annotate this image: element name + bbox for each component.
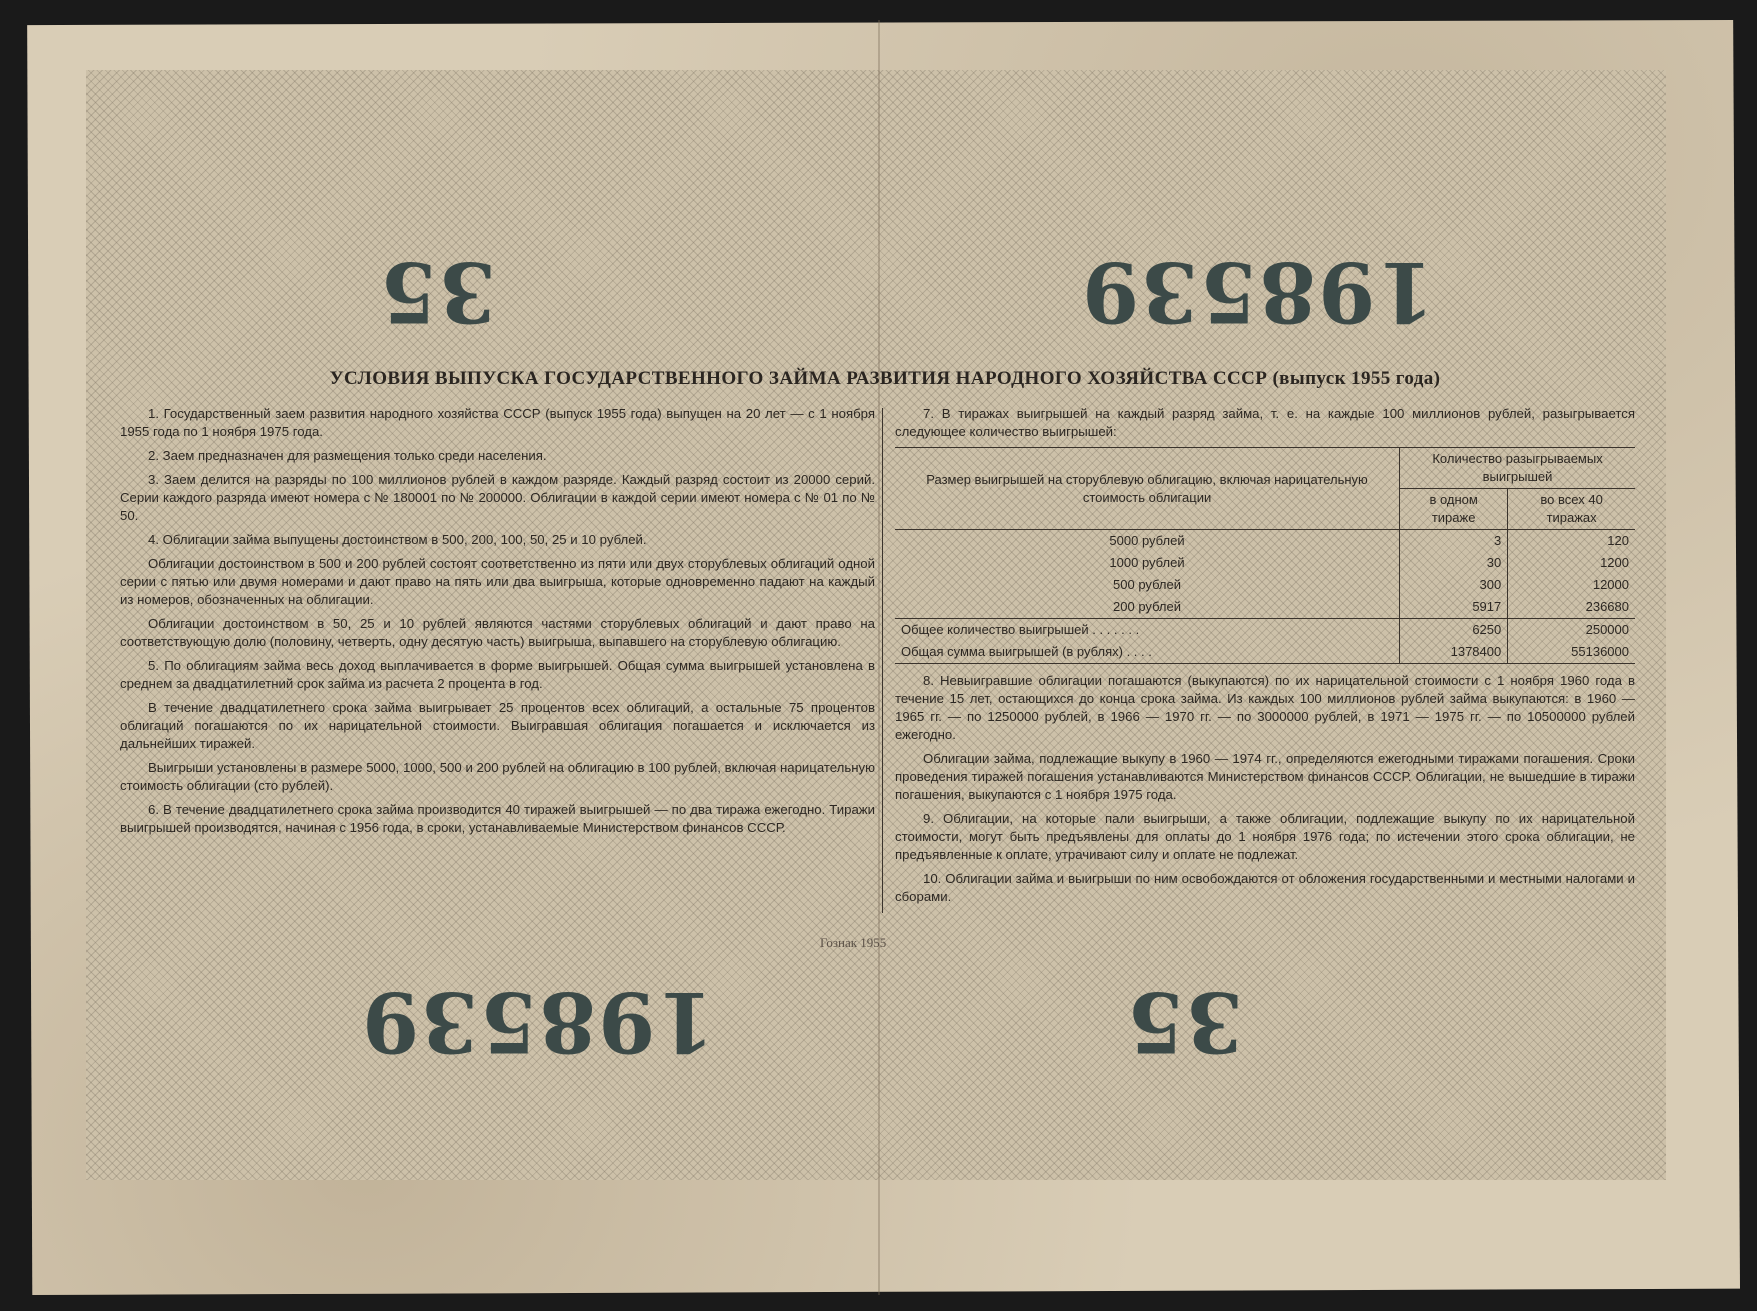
series-number-top-left: 35 [378,243,497,339]
fold-crease [878,20,880,1295]
total-one-draw: 1378400 [1400,641,1508,664]
prize-all-draws: 1200 [1600,555,1629,570]
prize-label: 1000 рублей [895,552,1400,574]
prize-one-draw: 300 [1400,574,1508,596]
total-label: Общее количество выигрышей . . . . . . . [895,619,1400,642]
prize-one-draw: 5917 [1400,596,1508,619]
condition-paragraph: 4. Облигации займа выпущены достоинством в 500, 200, 100, 50, 25 и 10 рублей. [148,532,647,547]
total-all-draws: 55136000 [1571,644,1629,659]
all-draws-header: во всех 40 тиражах [1540,492,1603,525]
condition-paragraph: Облигации достоинством в 500 и 200 рублей состоят соответственно из пяти или двух сторублевых облигаций одной серии с пятью или двумя номерами и дают право на пять или два выигрыша, которые одновременно падают на каждый из номеров, обозначенных на облигации. [120,556,875,607]
condition-paragraph: 5. По облигациям займа весь доход выплачивается в форме выигрышей. Общая сумма выигрышей установлена в среднем за двадцатилетний срок займа из расчета 2 процента в год. [120,658,875,691]
prize-one-draw: 3 [1400,530,1508,553]
condition-paragraph: 6. В течение двадцатилетнего срока займа производится 40 тиражей выигрышей — по два тиража ежегодно. Тиражи выигрышей производятся, начиная с 1956 года, в сроки, устанавливаемые Министерством финансов СССР. [120,802,875,835]
table-row [895,530,1635,553]
prize-count-header: Количество разыгрываемых выигрышей [1400,448,1635,489]
conditions-left-column [120,405,875,843]
condition-paragraph: 1. Государственный заем развития народного хозяйства СССР (выпуск 1955 года) выпущен на 20 лет — с 1 ноября 1955 года по 1 ноября 1975 года. [120,406,875,439]
total-one-draw: 6250 [1400,619,1508,642]
prize-label: 200 рублей [895,596,1400,619]
condition-paragraph: Облигации достоинством в 50, 25 и 10 рублей являются частями сторублевых облигаций и дают право на соответствующую долю (половину, четверть, одну десятую часть) выигрыша, выпавшего на сторублевую облигацию. [120,616,875,649]
prize-all-draws: 120 [1607,533,1629,548]
condition-paragraph: Выигрыши установлены в размере 5000, 1000, 500 и 200 рублей на облигацию в 100 рублей, включая нарицательную стоимость облигации (сто рублей). [120,760,875,793]
prize-one-draw: 30 [1400,552,1508,574]
document-title: УСЛОВИЯ ВЫПУСКА ГОСУДАРСТВЕННОГО ЗАЙМА РАЗВИТИЯ НАРОДНОГО ХОЗЯЙСТВА СССР (выпуск 1955 года) [329,368,1441,389]
prize-table [895,447,1635,664]
condition-paragraph: 2. Заем предназначен для размещения только среди населения. [148,448,547,463]
table-row [895,619,1635,642]
conditions-right-column [895,405,1635,912]
table-row [895,596,1635,619]
column-divider [882,408,883,913]
condition-paragraph: 8. Невыигравшие облигации погашаются (выкупаются) по их нарицательной стоимости с 1 ноября 1960 года в течение 15 лет, остающихся до конца срока займа. Из каждых 100 миллионов рублей займа выкупаются: в 1960 — 1965 гг. — по 1250000 рублей, в 1966 — 1970 гг. — по 3000000 рублей, в 1971 — 1975 гг. — по 10500000 рублей ежегодно. [895,673,1635,742]
table-row [895,641,1635,664]
prize-label: 500 рублей [895,574,1400,596]
printer-imprint: Гознак 1955 [820,935,887,950]
condition-paragraph: 9. Облигации, на которые пали выигрыши, а также облигации, подлежащие выкупу по их нарицательной стоимости, могут быть предъявлены для оплаты до 1 ноября 1976 года; по истечении этого срока облигации, не предъявленные к оплате, утрачивают силу и оплате не подлежат. [895,811,1635,862]
bond-number-bottom-left: 198539 [360,973,715,1069]
table-row [895,552,1635,574]
total-all-draws: 250000 [1585,622,1629,637]
prize-size-header: Размер выигрышей на сторублевую облигацию, включая нарицательную стоимость облигации [895,448,1400,530]
condition-paragraph: В течение двадцатилетнего срока займа выигрывает 25 процентов всех облигаций, а остальные 75 процентов облигаций погашаются по их нарицательной стоимости. Выигравшая облигация погашается и исключается из дальнейших тиражей. [120,700,875,751]
condition-paragraph: 10. Облигации займа и выигрыши по ним освобождаются от обложения государственными и местными налогами и сборами. [895,871,1635,904]
condition-paragraph: 7. В тиражах выигрышей на каждый разряд займа, т. е. на каждые 100 миллионов рублей, разыгрывается следующее количество выигрышей: [895,406,1635,439]
bond-number-top-right: 198539 [1080,243,1435,339]
one-draw-header: в одном тираже [1400,489,1508,530]
prize-all-draws: 12000 [1592,577,1629,592]
condition-paragraph: Облигации займа, подлежащие выкупу в 1960 — 1974 гг., определяются ежегодными тиражами погашения. Сроки проведения тиражей погашения устанавливаются Министерством финансов СССР. Облигации, не вышедшие в тиражи погашения, выкупаются с 1 ноября 1975 года. [895,751,1635,802]
table-row [895,574,1635,596]
condition-paragraph: 3. Заем делится на разряды по 100 миллионов рублей в каждом разряде. Каждый разряд состоит из 20000 серий. Серии каждого разряда имеют номера с № 180001 по № 200000. Облигации в каждой серии имеют номера с № 01 по № 50. [120,472,875,523]
prize-all-draws: 236680 [1585,599,1629,614]
prize-label: 5000 рублей [895,530,1400,553]
series-number-bottom-right: 35 [1125,973,1244,1069]
total-label: Общая сумма выигрышей (в рублях) . . . . [895,641,1400,664]
